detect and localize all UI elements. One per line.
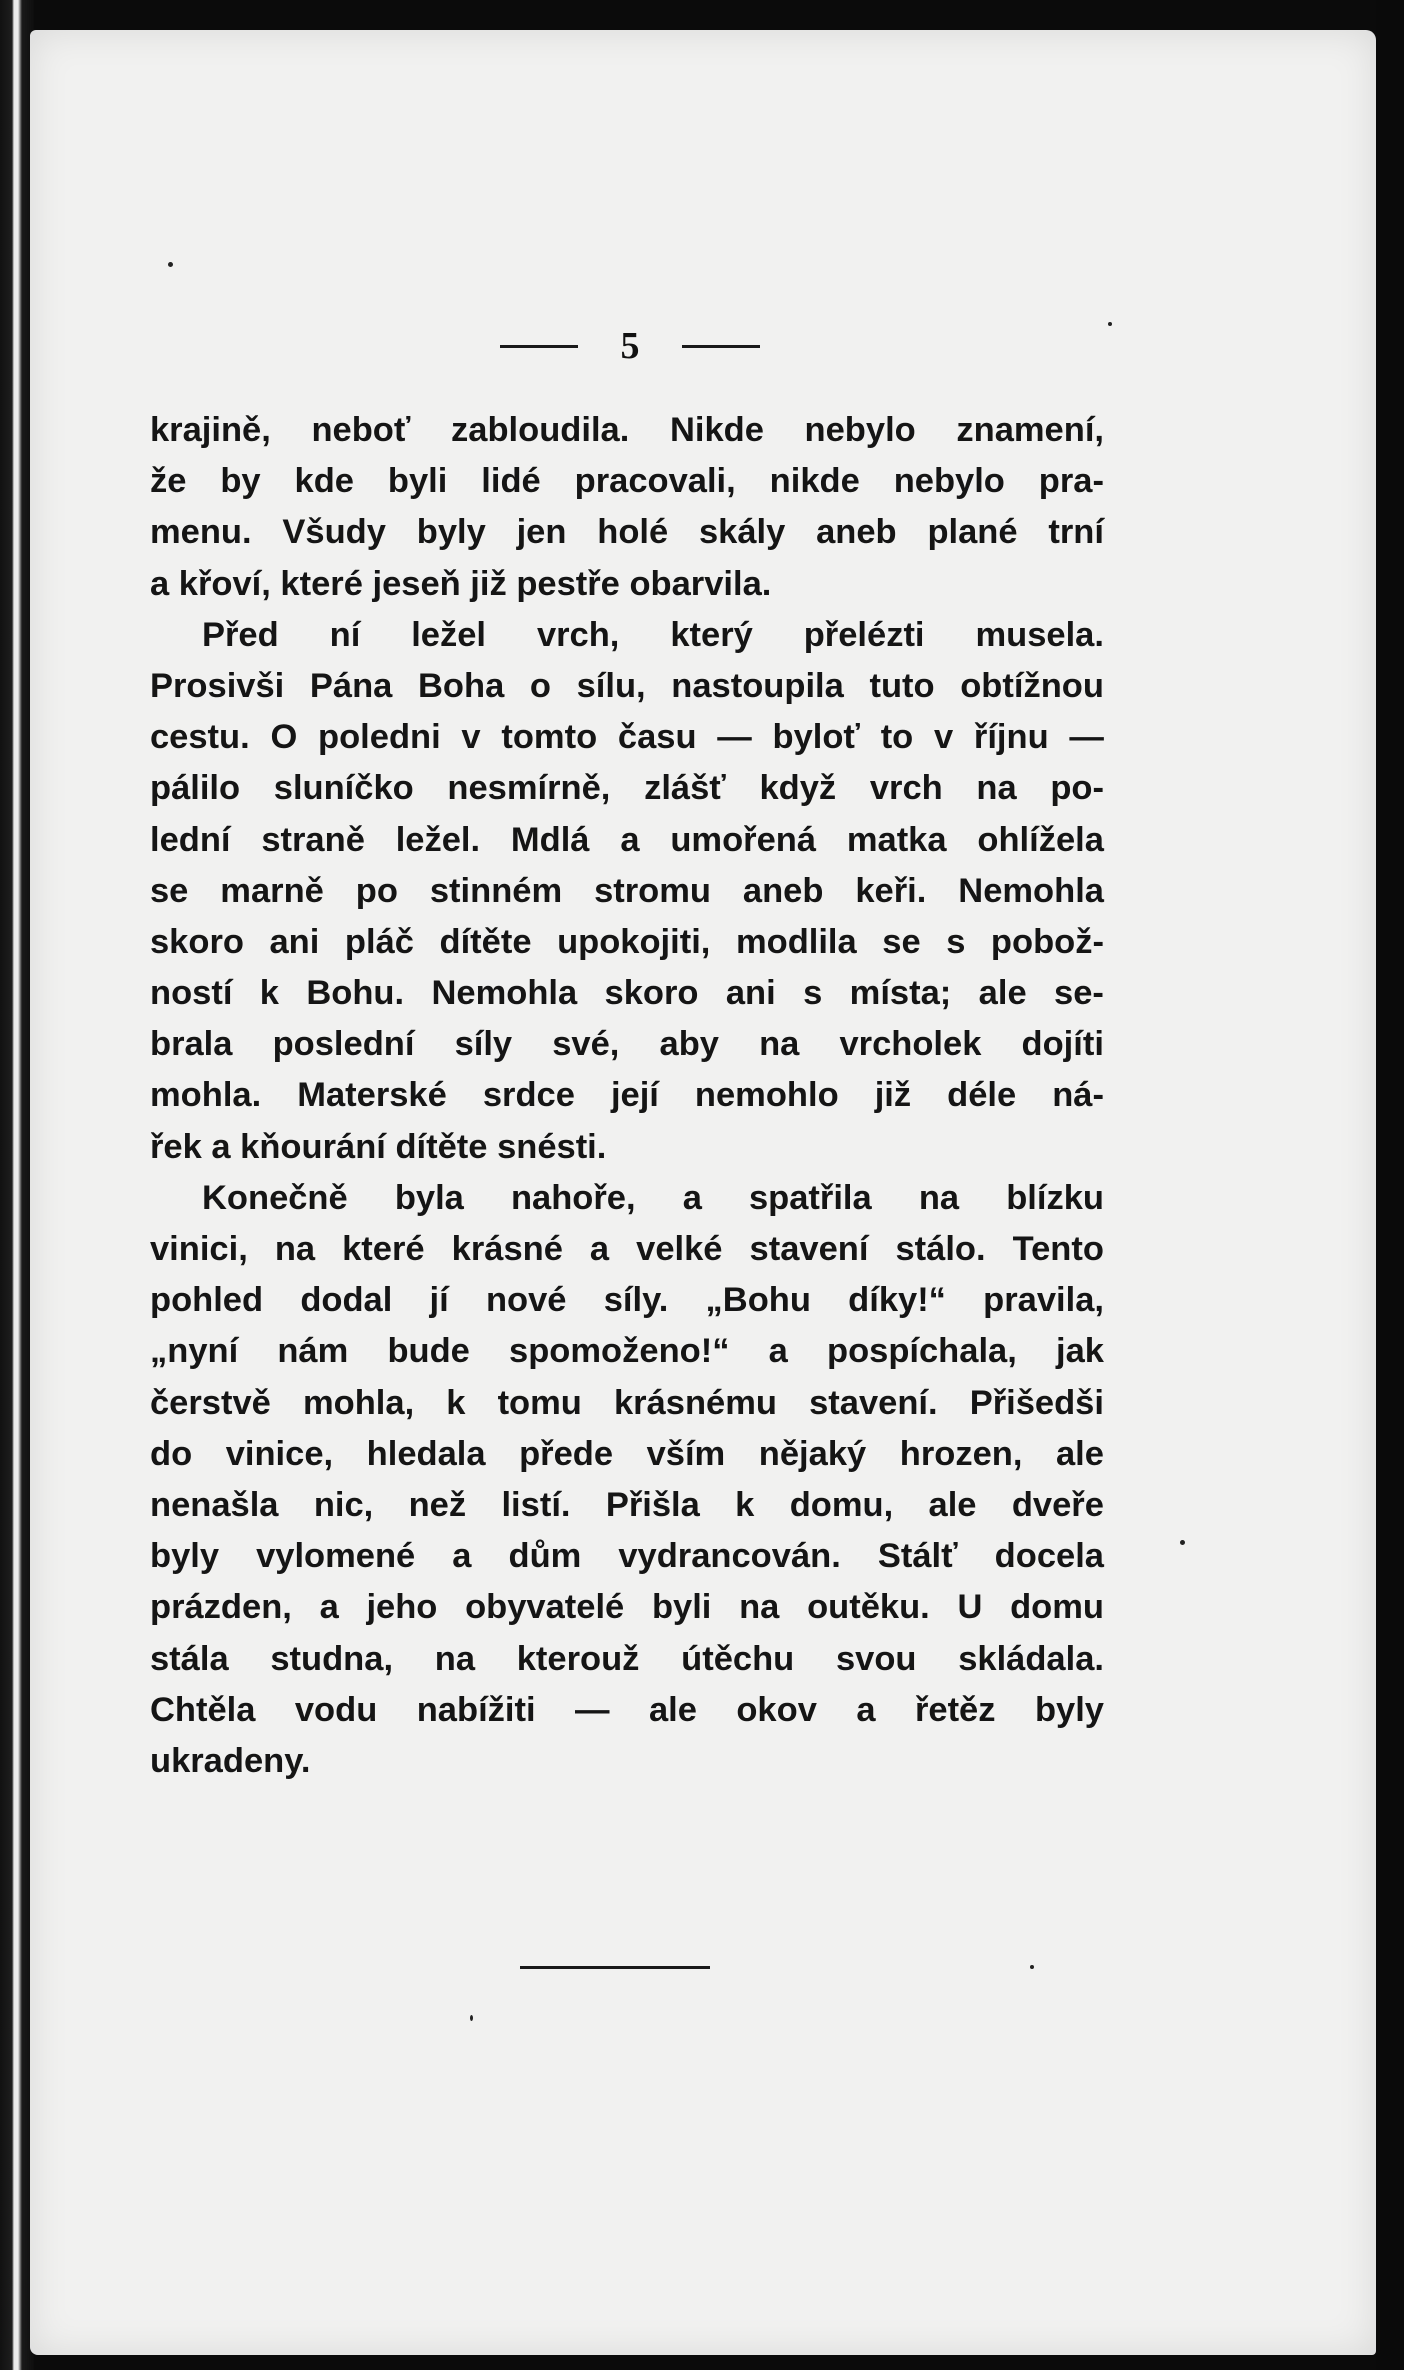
word: vrch xyxy=(869,769,943,808)
word: řetěz xyxy=(914,1690,996,1729)
word: na xyxy=(918,1178,960,1217)
word: nabížiti xyxy=(416,1690,536,1729)
word: vydrancován. xyxy=(618,1537,841,1576)
word: lidé xyxy=(481,462,541,501)
word: vinice, xyxy=(225,1434,334,1473)
end-rule xyxy=(520,1966,710,1969)
head-rule-left xyxy=(500,345,578,348)
word: vrch, xyxy=(536,615,620,654)
word: sílu, xyxy=(576,666,646,705)
word: Chtěla xyxy=(150,1690,256,1729)
word: a xyxy=(589,1230,610,1268)
word: pobož- xyxy=(990,922,1104,961)
word: hledala xyxy=(366,1434,486,1473)
word: pracovali, xyxy=(574,462,736,501)
word: ležel xyxy=(411,615,487,654)
word: po xyxy=(355,871,398,910)
scan-speck xyxy=(470,2015,473,2021)
word: síly xyxy=(454,1025,513,1064)
word: ležel. xyxy=(395,820,481,859)
word: dodal xyxy=(300,1281,393,1320)
word: času xyxy=(617,718,697,757)
word: se xyxy=(150,871,189,910)
word: obyvatelé xyxy=(465,1588,625,1627)
scan-speck xyxy=(1030,1965,1034,1969)
word: déle xyxy=(947,1076,1017,1115)
word: a xyxy=(211,1127,241,1166)
word: s xyxy=(946,922,966,961)
word: cestu. xyxy=(150,718,250,757)
word: přede xyxy=(519,1434,614,1473)
text-line xyxy=(150,456,1104,507)
word: jak xyxy=(1055,1332,1104,1371)
word: v xyxy=(461,718,481,757)
word: keři. xyxy=(855,871,927,910)
text-line xyxy=(150,1429,1104,1480)
word: a xyxy=(319,1588,339,1627)
word: dům xyxy=(508,1537,582,1576)
word: ale xyxy=(978,974,1027,1013)
word: čerstvě xyxy=(150,1383,271,1422)
word: přelézti xyxy=(803,615,925,654)
word: po- xyxy=(1050,769,1104,808)
word: ností xyxy=(150,974,233,1013)
word: by xyxy=(220,462,261,501)
word: hrozen, xyxy=(899,1434,1023,1473)
word: matka xyxy=(846,820,947,859)
scan-speck xyxy=(1108,322,1112,326)
text-line xyxy=(150,1378,1104,1429)
text-line xyxy=(150,866,1104,917)
word: síly. xyxy=(603,1281,669,1320)
word: a xyxy=(768,1332,788,1371)
word: skoro xyxy=(604,974,699,1013)
running-head xyxy=(500,318,760,374)
word: spomoženo!“ xyxy=(509,1332,730,1371)
text-line xyxy=(150,1531,1104,1582)
word: mohla, xyxy=(302,1383,415,1422)
word: pravila, xyxy=(983,1281,1104,1320)
word: nikde xyxy=(769,462,860,501)
scan-speck xyxy=(1180,1540,1185,1545)
word: spatřila xyxy=(748,1178,872,1217)
word: řek xyxy=(150,1127,212,1166)
word: mohla. xyxy=(150,1076,262,1115)
word: a xyxy=(150,564,179,603)
word: a xyxy=(682,1178,702,1217)
word: Nemohla xyxy=(958,871,1104,910)
word: „Bohu xyxy=(705,1281,811,1320)
word: poslední xyxy=(272,1025,415,1064)
word: kterouž xyxy=(516,1639,640,1678)
word: aneb xyxy=(742,871,824,910)
word: aby xyxy=(659,1025,719,1064)
word: ale xyxy=(1055,1434,1104,1473)
word: skládala. xyxy=(958,1639,1104,1678)
word: nastoupila xyxy=(671,666,844,705)
word: ani xyxy=(269,922,320,961)
text-line xyxy=(150,610,1104,661)
word: srdce xyxy=(482,1076,575,1115)
scan-speck xyxy=(168,262,173,267)
word: musela. xyxy=(975,615,1104,654)
word: — xyxy=(717,718,752,757)
word: své, xyxy=(552,1025,620,1064)
text-line xyxy=(150,712,1104,763)
word: dítěte xyxy=(439,922,532,961)
word: krásnému xyxy=(614,1383,777,1422)
word: dveře xyxy=(1011,1485,1104,1524)
word: nebylo xyxy=(893,462,1005,501)
word: Přišedši xyxy=(969,1383,1104,1422)
word: sluníčko xyxy=(273,769,414,808)
word: straně xyxy=(261,820,365,859)
word: kňourání xyxy=(240,1127,396,1166)
word: a xyxy=(452,1537,472,1576)
word: O xyxy=(270,718,298,757)
word: nové xyxy=(485,1281,567,1320)
word: Stálť xyxy=(877,1537,958,1576)
word: krajině, xyxy=(150,411,271,449)
word: k xyxy=(735,1485,755,1524)
word: domu, xyxy=(789,1485,894,1524)
word: na xyxy=(759,1025,800,1064)
word: svou xyxy=(835,1639,917,1678)
word: blízku xyxy=(1006,1178,1104,1217)
word: — xyxy=(575,1690,610,1729)
text-line xyxy=(150,405,1104,456)
word: o xyxy=(529,666,551,705)
word: k xyxy=(446,1383,466,1422)
word: Tento xyxy=(1012,1230,1104,1268)
word: Nikde xyxy=(669,411,764,449)
word: jen xyxy=(516,513,567,552)
text-line xyxy=(150,968,1104,1019)
text-line xyxy=(150,1634,1104,1685)
page-number: 5 xyxy=(620,325,640,367)
word: U xyxy=(957,1588,983,1627)
text-line xyxy=(150,559,1104,610)
word: byloť xyxy=(772,718,860,757)
scan-border xyxy=(1376,0,1404,2370)
word: se- xyxy=(1054,974,1104,1013)
word: pohled xyxy=(150,1281,264,1320)
word: holé xyxy=(597,513,669,552)
word: místa; xyxy=(849,974,952,1013)
word: stála xyxy=(150,1639,229,1678)
text-line xyxy=(150,1224,1104,1275)
word: již xyxy=(874,1076,912,1115)
text-line xyxy=(150,1070,1104,1121)
word: lední xyxy=(150,820,231,859)
word: brala xyxy=(150,1025,233,1064)
word: Boha xyxy=(418,666,505,705)
text-line xyxy=(150,917,1104,968)
word: outěku. xyxy=(807,1588,930,1627)
word: znamení, xyxy=(956,411,1104,449)
word: to xyxy=(880,718,914,757)
word: vylomené xyxy=(256,1537,416,1576)
word: tomto xyxy=(501,718,598,757)
word: prázden, xyxy=(150,1588,292,1627)
word: studna, xyxy=(270,1639,394,1678)
word: aneb xyxy=(816,513,897,552)
word: poledni xyxy=(318,718,441,757)
word: ukradeny. xyxy=(150,1741,311,1780)
word: Bohu. xyxy=(306,974,405,1013)
word: jeseň xyxy=(372,564,471,603)
word: které xyxy=(280,564,373,603)
word: trní xyxy=(1048,513,1104,552)
word: ná- xyxy=(1052,1076,1104,1115)
word: menu. xyxy=(150,513,252,552)
word: upokojiti, xyxy=(557,922,711,961)
word: Prosivši xyxy=(150,666,285,705)
word: zlášť xyxy=(644,769,726,808)
word: velké xyxy=(636,1230,723,1268)
body-text xyxy=(150,405,1104,1787)
word: křoví, xyxy=(178,564,281,603)
word: vinici, xyxy=(150,1230,248,1268)
word: již xyxy=(470,564,517,603)
word: jeho xyxy=(366,1588,438,1627)
word: Materské xyxy=(297,1076,447,1115)
word: díky!“ xyxy=(848,1281,946,1320)
word: byly xyxy=(416,513,486,552)
text-line xyxy=(150,1480,1104,1531)
word: jí xyxy=(429,1281,449,1320)
text-line xyxy=(150,661,1104,712)
text-line xyxy=(150,1275,1104,1326)
word: v xyxy=(934,718,954,757)
word: bude xyxy=(387,1332,470,1371)
text-line xyxy=(150,1582,1104,1633)
word: které xyxy=(342,1230,425,1268)
word: nesmírně, xyxy=(447,769,611,808)
word: k xyxy=(259,974,279,1013)
word: pestře xyxy=(516,564,630,603)
head-rule-right xyxy=(682,345,760,348)
word: stálo. xyxy=(895,1230,986,1268)
word: nám xyxy=(277,1332,349,1371)
word: Přišla xyxy=(605,1485,700,1524)
word: zabloudila. xyxy=(451,411,630,449)
word: říjnu xyxy=(973,718,1049,757)
word: okov xyxy=(736,1690,817,1729)
word: tuto xyxy=(869,666,935,705)
word: stavení. xyxy=(809,1383,938,1422)
word: ale xyxy=(928,1485,977,1524)
word: stromu xyxy=(594,871,711,910)
word: listí. xyxy=(501,1485,571,1524)
word: pláč xyxy=(344,922,414,961)
word: Pána xyxy=(309,666,393,705)
word: stavení xyxy=(749,1230,869,1268)
word: byla xyxy=(394,1178,464,1217)
word: na xyxy=(976,769,1017,808)
word: stinném xyxy=(429,871,563,910)
word: Mdlá xyxy=(510,820,590,859)
word: „nyní xyxy=(150,1332,239,1371)
word: že xyxy=(150,462,187,501)
text-line xyxy=(150,763,1104,814)
word: snésti. xyxy=(497,1127,607,1166)
word: s xyxy=(803,974,823,1013)
word: útěchu xyxy=(681,1639,795,1678)
word: nahoře, xyxy=(510,1178,636,1217)
word: plané xyxy=(927,513,1018,552)
word: byli xyxy=(651,1588,712,1627)
word: skály xyxy=(698,513,786,552)
binding-edge xyxy=(0,0,34,2370)
word: — xyxy=(1069,718,1104,757)
word: dítěte xyxy=(395,1127,498,1166)
word: nějaký xyxy=(758,1434,867,1473)
word: vším xyxy=(646,1434,726,1473)
word: vrcholek xyxy=(839,1025,982,1064)
word: Všudy xyxy=(282,513,386,552)
word: kde xyxy=(294,462,354,501)
text-line xyxy=(150,1736,1104,1787)
word: a xyxy=(856,1690,876,1729)
word: Před xyxy=(202,615,279,654)
word: nemohlo xyxy=(694,1076,839,1115)
text-line xyxy=(150,1685,1104,1736)
word: byli xyxy=(387,462,448,501)
word: ani xyxy=(725,974,776,1013)
word: nebylo xyxy=(804,411,916,449)
word: na xyxy=(739,1588,780,1627)
word: pra- xyxy=(1038,462,1104,501)
word: ní xyxy=(329,615,361,654)
word: marně xyxy=(220,871,324,910)
word: na xyxy=(434,1639,476,1678)
word: se xyxy=(882,922,921,961)
word: tomu xyxy=(497,1383,582,1422)
word: byly xyxy=(150,1537,220,1576)
word: nenašla xyxy=(150,1485,279,1524)
text-line xyxy=(150,507,1104,558)
word: její xyxy=(610,1076,659,1115)
word: krásné xyxy=(451,1230,563,1268)
word: ohlížela xyxy=(977,820,1104,859)
word: vodu xyxy=(294,1690,378,1729)
word: neboť xyxy=(311,411,411,449)
word: dojíti xyxy=(1021,1025,1104,1064)
word: nic, xyxy=(313,1485,374,1524)
word: ale xyxy=(648,1690,697,1729)
word: Konečně xyxy=(202,1178,348,1217)
word: docela xyxy=(994,1537,1104,1576)
word: obarvila. xyxy=(629,564,772,603)
word: obtížnou xyxy=(960,666,1104,705)
word: když xyxy=(759,769,837,808)
text-line xyxy=(150,815,1104,866)
word: který xyxy=(670,615,753,654)
word: skoro xyxy=(150,922,244,961)
word: do xyxy=(150,1434,193,1473)
word: a xyxy=(620,820,640,859)
word: domu xyxy=(1010,1588,1104,1627)
text-line xyxy=(150,1173,1104,1224)
word: pospíchala, xyxy=(827,1332,1017,1371)
text-line xyxy=(150,1326,1104,1377)
word: pálilo xyxy=(150,769,241,808)
word: modlila xyxy=(735,922,857,961)
word: na xyxy=(274,1230,316,1268)
word: umořená xyxy=(670,820,817,859)
text-line xyxy=(150,1019,1104,1070)
word: byly xyxy=(1034,1690,1104,1729)
word: než xyxy=(408,1485,467,1524)
word: Nemohla xyxy=(431,974,578,1013)
text-line xyxy=(150,1122,1104,1173)
